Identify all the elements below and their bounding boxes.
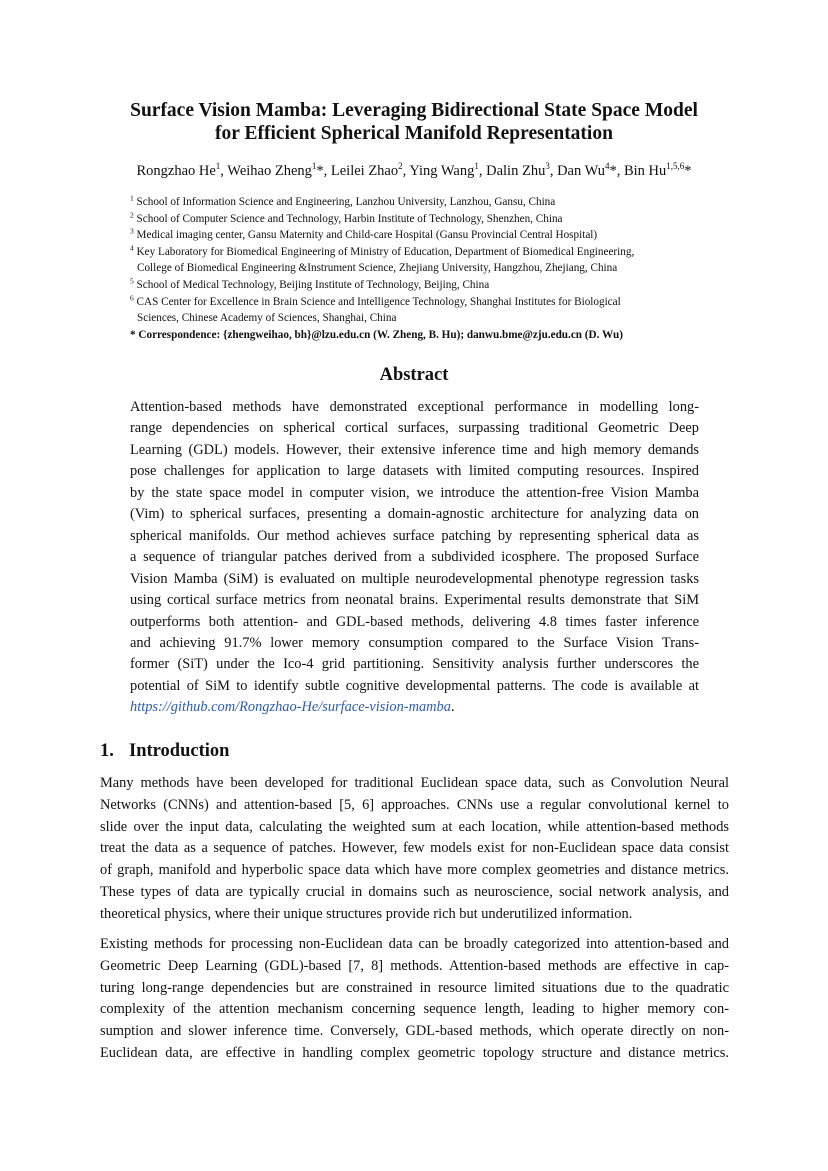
paragraph-line: Geometric Deep Learning (GDL)-based [7, 8] methods. Attention-based methods are effective in cap- bbox=[100, 957, 729, 974]
affiliation-number: 1 bbox=[130, 193, 134, 203]
author-affiliation-marker: 1 bbox=[215, 161, 221, 172]
abstract-body bbox=[130, 397, 699, 719]
author-separator: , bbox=[323, 163, 331, 179]
paragraph-line: Existing methods for processing non-Euclidean data can be broadly categorized into attention-based and bbox=[100, 936, 729, 952]
author-affiliation-marker: 2 bbox=[398, 161, 403, 172]
abstract-line: spherical manifolds. Our method achieves surface patching by representing spherical data as bbox=[130, 527, 699, 544]
affiliation-number: 5 bbox=[130, 276, 134, 286]
author-affiliation-marker: 3 bbox=[545, 161, 550, 172]
affiliation-number: 2 bbox=[130, 209, 134, 219]
author-separator: , bbox=[549, 163, 558, 179]
paragraph-line: sumption and slower inference time. Conversely, GDL-based methods, which operate directly on non- bbox=[100, 1023, 729, 1040]
title-line-1: Surface Vision Mamba: Leveraging Bidirectional State Space Model bbox=[130, 100, 698, 121]
affiliation-item bbox=[130, 277, 710, 294]
section-number: 1. bbox=[100, 741, 114, 761]
affiliation-item bbox=[130, 194, 710, 211]
affiliation-text: School of Information Science and Engineering, Lanzhou University, Lanzhou, Gansu, China bbox=[136, 196, 556, 208]
affiliation-item bbox=[130, 244, 710, 277]
author-separator: , bbox=[220, 163, 228, 179]
corresponding-author-mark: * bbox=[684, 163, 692, 179]
abstract-line: range dependencies on spherical cortical surfaces, surpassing traditional Geometric Deep bbox=[130, 420, 699, 437]
affiliation-text: Sciences, Chinese Academy of Sciences, Shanghai, China bbox=[137, 312, 397, 325]
correspondence-line: * Correspondence: {zhengweihao, bh}@lzu.edu.cn (W. Zheng, B. Hu); danwu.bme@zju.edu.cn (D. Wu) bbox=[130, 328, 623, 341]
author-name: Leilei Zhao bbox=[330, 163, 399, 179]
paragraph-line: Many methods have been developed for traditional Euclidean space data, such as Convolution Neural bbox=[100, 775, 729, 791]
intro-paragraph-2 bbox=[100, 934, 729, 1065]
title-line-2: for Efficient Spherical Manifold Representation bbox=[215, 123, 613, 144]
code-link[interactable]: https://github.com/Rongzhao-He/surface-vision-mamba bbox=[130, 699, 451, 716]
abstract-line: and achieving 91.7% lower memory consumption compared to the Surface Vision Trans- bbox=[130, 634, 699, 651]
affiliation-item bbox=[130, 294, 710, 327]
author-name: Bin Hu bbox=[623, 163, 667, 179]
affiliation-text: CAS Center for Excellence in Brain Science and Intelligence Technology, Shanghai Institutes for Biological bbox=[136, 295, 621, 308]
paragraph-line: of graph, manifold and hyperbolic space data which have more complex geometries and distance metrics. bbox=[100, 862, 729, 879]
author-affiliation-marker: 1,5,6 bbox=[666, 161, 685, 172]
paragraph-line: Euclidean data, are effective in handling complex geometric topology structure and distance metrics. bbox=[100, 1044, 729, 1061]
abstract-line: pose challenges for application to large datasets with limited computing resources. Inspired bbox=[130, 463, 699, 480]
author-name: Weihao Zheng bbox=[227, 163, 312, 179]
abstract-last-line bbox=[130, 697, 699, 718]
affiliation-item bbox=[130, 211, 710, 228]
code-link-period: . bbox=[450, 699, 455, 716]
author-affiliation-marker: 1 bbox=[474, 161, 479, 172]
author-name: Rongzhao He bbox=[136, 163, 216, 179]
author-affiliation-marker: 4 bbox=[604, 161, 610, 172]
author-affiliation-marker: 1 bbox=[311, 161, 317, 172]
abstract-line: a sequence of triangular patches derived from a subdivided icosphere. The proposed Surface bbox=[130, 549, 699, 566]
abstract-line: by the state space model in computer vision, we introduce the attention-free Vision Mamba bbox=[130, 484, 699, 501]
author-name: Ying Wang bbox=[409, 163, 475, 179]
section-title: Introduction bbox=[129, 741, 230, 761]
abstract-line: Vision Mamba (SiM) is evaluated on multiple neurodevelopmental phenotype regression tasks bbox=[130, 570, 699, 587]
paragraph-line: theoretical physics, where their unique structures provide rich but underutilized information. bbox=[100, 905, 633, 922]
author-separator: , bbox=[478, 163, 487, 179]
corresponding-author-mark: * bbox=[316, 163, 324, 179]
affiliation-text: Medical imaging center, Gansu Maternity and Child-care Hospital (Gansu Provincial Central Hospital) bbox=[136, 229, 598, 242]
affiliation-item bbox=[130, 227, 710, 244]
abstract-line: potential of SiM to identify subtle cognitive developmental patterns. The code is available at bbox=[130, 677, 699, 694]
abstract-line: outperforms both attention- and GDL-based methods, delivering 4.8 times faster inference bbox=[130, 613, 699, 630]
section-heading-introduction bbox=[100, 740, 229, 762]
paper-title bbox=[100, 99, 728, 145]
abstract-line: Learning (GDL) models. However, their extensive inference time and high memory demands bbox=[130, 441, 699, 458]
abstract-line: former (SiT) under the Ico-4 grid partitioning. Sensitivity analysis further underscores the bbox=[130, 656, 699, 673]
paragraph-line: These types of data are typically crucial in domains such as neuroscience, social network analysis, and bbox=[100, 883, 729, 900]
paragraph-line: turing long-range dependencies but are constrained in resource limited situations due to the quadratic bbox=[100, 979, 729, 996]
author-name: Dan Wu bbox=[557, 163, 605, 179]
paragraph-line: Networks (CNNs) and attention-based [5, 6] approaches. CNNs use a regular convolutional kernel to bbox=[100, 796, 729, 813]
affiliation-list bbox=[130, 194, 710, 343]
abstract-line: using cortical surface metrics from neonatal brains. Experimental results demonstrate that SiM bbox=[130, 592, 699, 609]
corresponding-author-mark: * bbox=[609, 163, 617, 179]
author-list bbox=[100, 162, 728, 180]
affiliation-number: 3 bbox=[130, 226, 134, 236]
author-name: Dalin Zhu bbox=[486, 163, 546, 179]
affiliation-text: College of Biomedical Engineering &Instrument Science, Zhejiang University, Hangzhou, Zhejiang, China bbox=[137, 262, 618, 275]
affiliation-text: Key Laboratory for Biomedical Engineering of Ministry of Education, Department of Biomedical Engineering, bbox=[136, 245, 635, 258]
author-separator: , bbox=[402, 163, 410, 179]
abstract-line: (Vim) to spherical surfaces, presenting a domain-agnostic architecture for analyzing data on bbox=[130, 506, 699, 523]
affiliation-number: 4 bbox=[130, 243, 134, 253]
affiliation-text: School of Computer Science and Technology, Harbin Institute of Technology, Shenzhen, China bbox=[136, 212, 563, 225]
affiliation-text: School of Medical Technology, Beijing Institute of Technology, Beijing, China bbox=[136, 278, 490, 291]
abstract-heading: Abstract bbox=[379, 365, 449, 385]
intro-paragraph-1 bbox=[100, 773, 729, 926]
paragraph-line: treat the data as a sequence of patches. However, few models exist for non-Euclidean space data consist bbox=[100, 840, 729, 857]
affiliation-number: 6 bbox=[130, 292, 134, 302]
abstract-line: Attention-based methods have demonstrated exceptional performance in modelling long- bbox=[130, 399, 699, 415]
paragraph-line: complexity of the attention mechanism concerning sequence length, leading to higher memory con- bbox=[100, 1001, 729, 1018]
author-separator: , bbox=[616, 163, 624, 179]
paragraph-line: slide over the input data, calculating the weighted sum at each location, while attention-based methods bbox=[100, 818, 729, 835]
